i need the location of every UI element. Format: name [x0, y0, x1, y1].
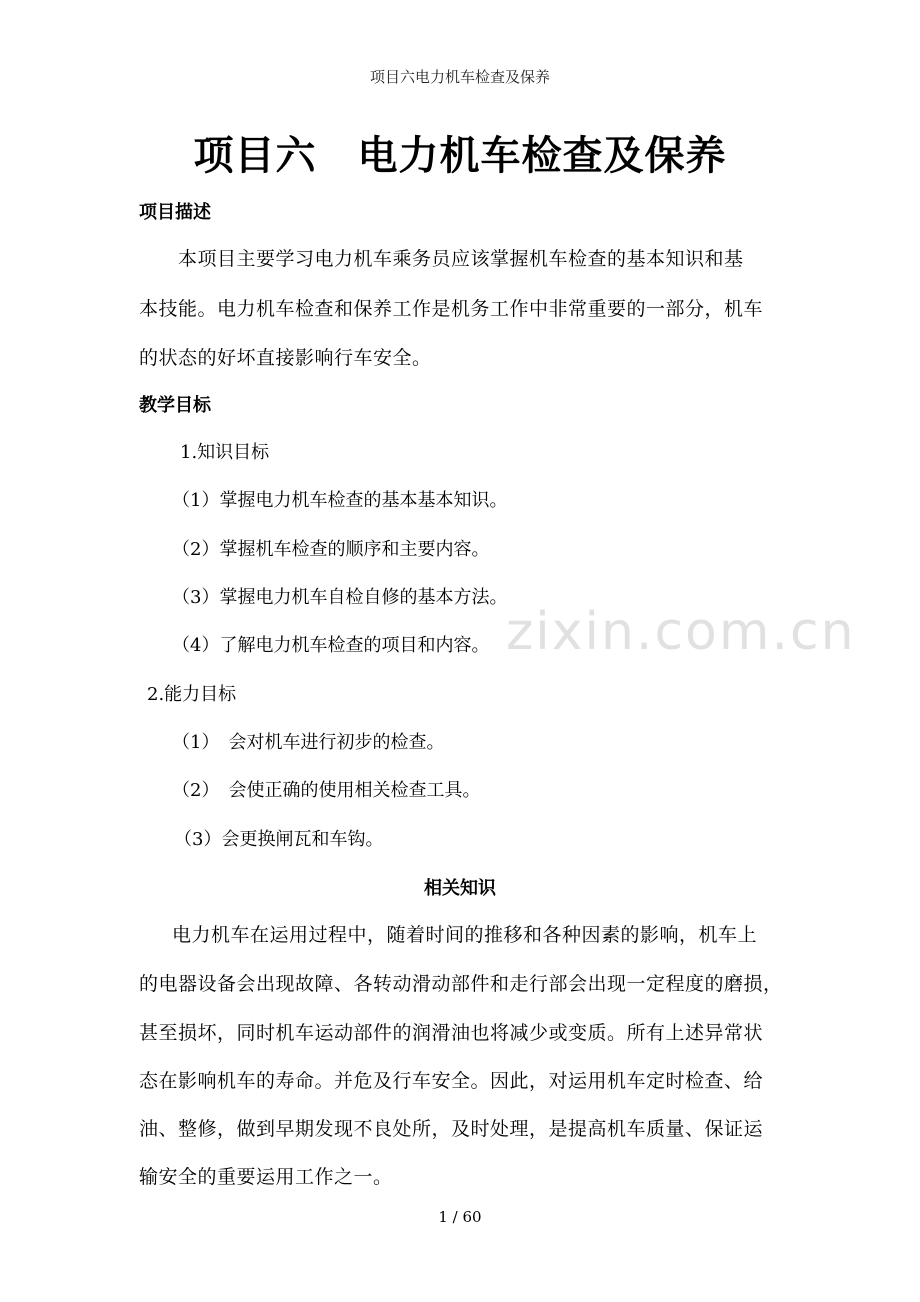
page-number: 1 / 60: [438, 1208, 482, 1226]
watermark: zixin.com.cn: [506, 602, 856, 662]
description-line: 本技能。电力机车检查和保养工作是机务工作中非常重要的一部分，机车: [139, 298, 764, 320]
knowledge-item: （2）掌握机车检查的顺序和主要内容。: [172, 539, 490, 560]
section-heading-description: 项目描述: [139, 202, 211, 223]
knowledge-item: （4）了解电力机车检查的项目和内容。: [172, 635, 490, 656]
ability-item: （3）会更换闸瓦和车钩。: [174, 829, 384, 850]
related-line: 输安全的重要运用工作之一。: [139, 1166, 393, 1188]
page-header: 项目六电力机车检查及保养: [369, 68, 550, 86]
section-heading-related: 相关知识: [424, 878, 496, 899]
related-line: 的电器设备会出现故障、各转动滑动部件和走行部会出现一定程度的磨损，: [139, 973, 783, 995]
knowledge-goal-heading: 1.知识目标: [180, 442, 270, 463]
page-title: 项目六 电力机车检查及保养: [193, 133, 727, 179]
ability-item: （2） 会使正确的使用相关检查工具。: [172, 780, 481, 801]
description-line: 的状态的好坏直接影响行车安全。: [139, 347, 432, 369]
ability-item: （1） 会对机车进行初步的检查。: [172, 732, 445, 753]
related-line: 甚至损坏，同时机车运动部件的润滑油也将减少或变质。所有上述异常状: [139, 1022, 764, 1044]
related-line: 态在影响机车的寿命。并危及行车安全。因此，对运用机车定时检查、给: [139, 1070, 764, 1092]
knowledge-item: （3）掌握电力机车自检自修的基本方法。: [172, 587, 508, 608]
section-heading-goals: 教学目标: [139, 395, 211, 416]
related-line: 油、整修，做到早期发现不良处所，及时处理，是提高机车质量、保证运: [139, 1118, 764, 1140]
ability-goal-heading: 2.能力目标: [147, 684, 237, 705]
related-line: 电力机车在运用过程中，随着时间的推移和各种因素的影响，机车上: [172, 924, 758, 946]
description-line: 本项目主要学习电力机车乘务员应该掌握机车检查的基本知识和基: [178, 248, 744, 270]
knowledge-item: （1）掌握电力机车检查的基本基本知识。: [172, 490, 508, 511]
